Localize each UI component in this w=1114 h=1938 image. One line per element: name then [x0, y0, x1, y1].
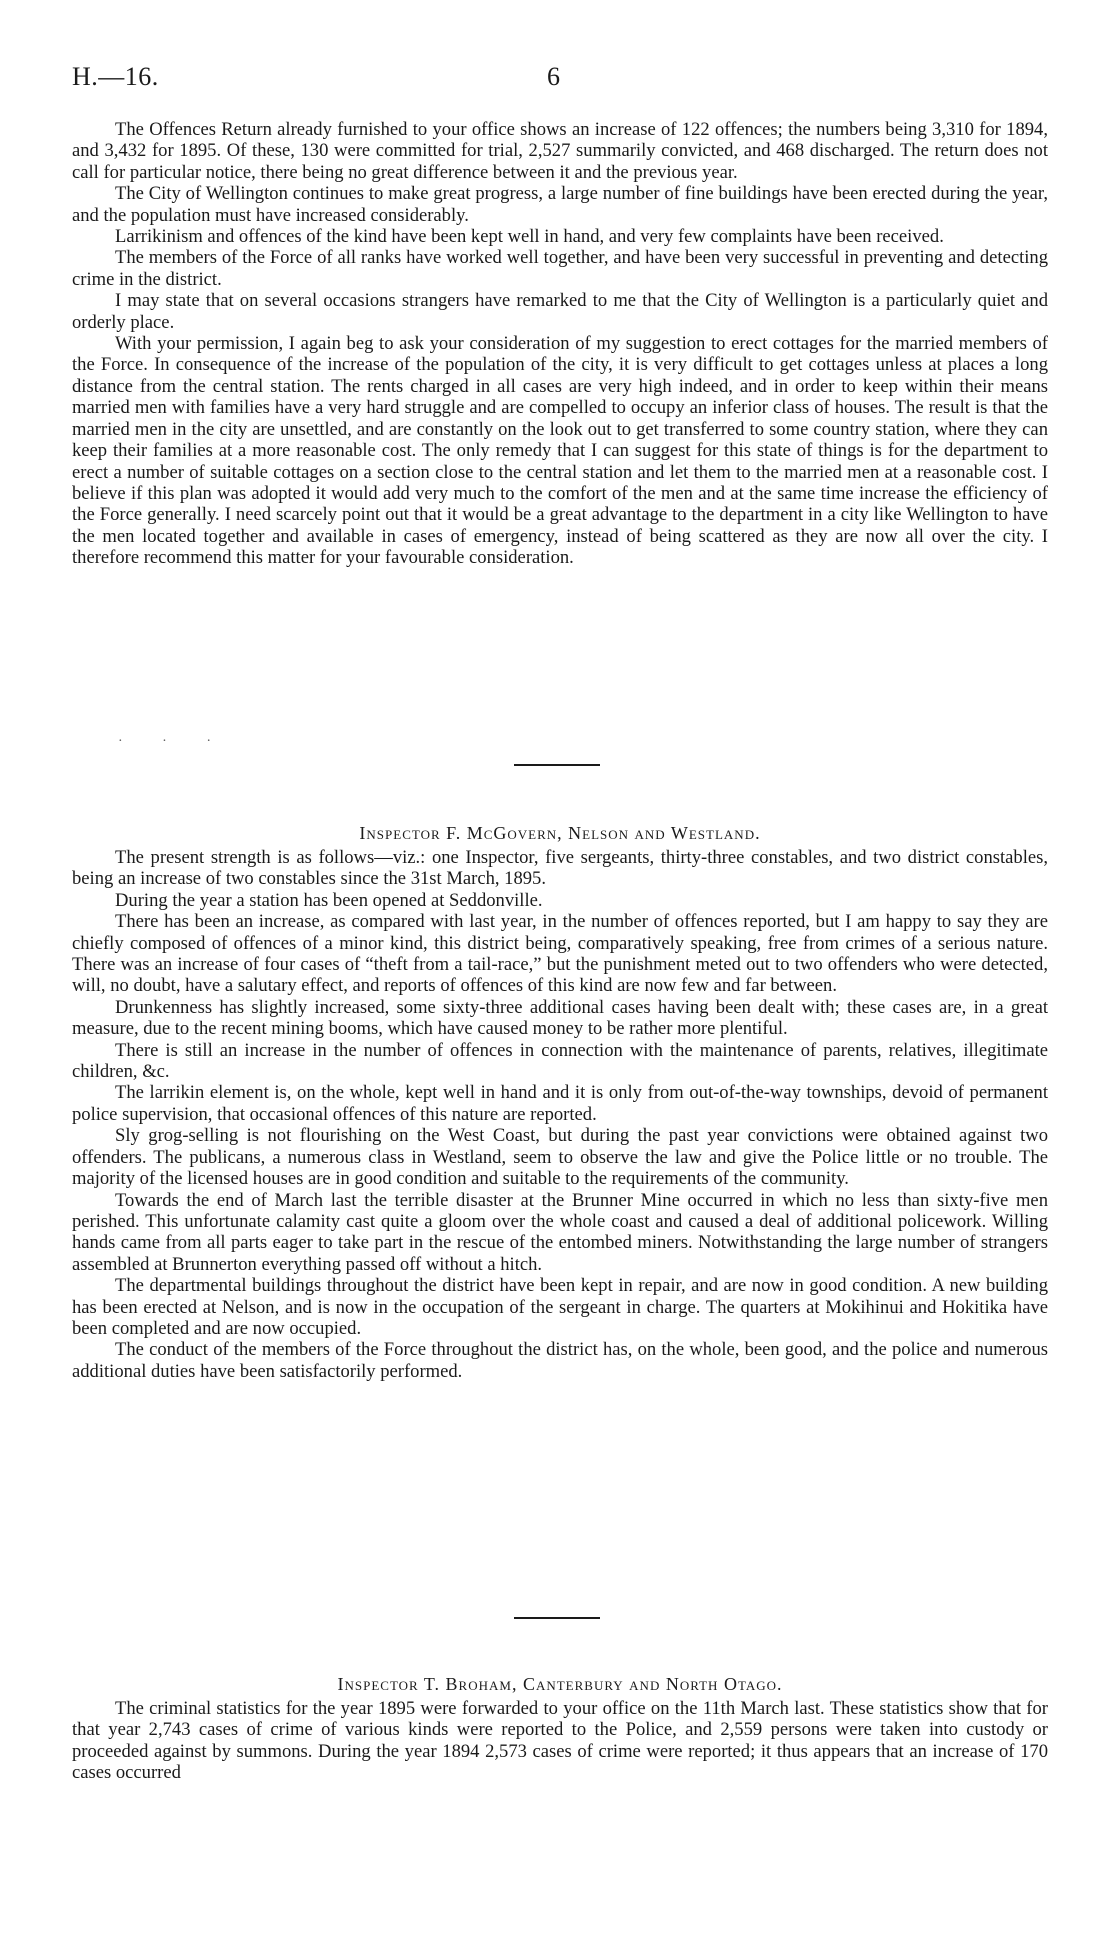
paragraph: The departmental buildings throughout the district have been kept in repair, and are now in good condition. A new building has been erected at Nelson, and is now in the occupation of the sergeant in charge. The quarters at Mokihinui and Hokitika have been completed and are now occupied.	[72, 1275, 1048, 1339]
wellington-report-section	[72, 119, 1048, 569]
section-heading: Inspector F. McGovern, Nelson and Westland.	[359, 823, 761, 843]
paragraph: The conduct of the members of the Force throughout the district has, on the whole, been good, and the police and numerous additional duties have been satisfactorily performed.	[72, 1339, 1048, 1382]
paragraph: Drunkenness has slightly increased, some sixty-three additional cases having been dealt with; these cases are, in a great measure, due to the recent mining booms, which have caused money to be rather more plentiful.	[72, 996, 1048, 1040]
section-divider	[514, 1617, 600, 1619]
paragraph: Sly grog-selling is not flourishing on the West Coast, but during the past year convictions were obtained against two offenders. The publicans, a numerous class in Westland, seem to observe the law and give the Police little or no trouble. The majority of the licensed houses are in good condition and suitable to the requirements of the community.	[72, 1125, 1048, 1190]
paragraph: The larrikin element is, on the whole, kept well in hand and it is only from out-of-the-way townships, devoid of permanent police supervision, that occasional offences of this nature are reported.	[72, 1082, 1048, 1125]
paragraph: During the year a station has been opened at Seddonville.	[115, 889, 543, 911]
paragraph: The criminal statistics for the year 1895 were forwarded to your office on the 11th March last. These statistics show that for that year 2,743 cases of crime of various kinds were reported to the Police, and 2,559 persons were taken into custody or proceeded against by summons. During the year 1894 2,573 cases of crime were reported; it thus appears that an increase of 170 cases occurred	[72, 1698, 1048, 1784]
page-number: 6	[547, 62, 560, 91]
printing-dots: · · ·	[118, 734, 229, 749]
paragraph: The City of Wellington continues to make great progress, a large number of fine buildings have been erected during the year, and the population must have increased considerably.	[72, 183, 1048, 226]
paragraph: Towards the end of March last the terrible disaster at the Brunner Mine occurred in which no less than sixty-five men perished. This unfortunate calamity cast quite a gloom over the whole coast and caused a deal of additional policework. Willing hands came from all parts eager to take part in the rescue of the entombed miners. Notwithstanding the large number of strangers assembled at Brunnerton everything passed off without a hitch.	[72, 1189, 1048, 1275]
document-reference: H.—16.	[72, 62, 159, 91]
paragraph: There has been an increase, as compared with last year, in the number of offences reported, but I am happy to say they are chiefly composed of offences of a minor kind, this district being, comparatively speaking, free from crimes of a serious nature. There was an increase of four cases of “theft from a tail-race,” but the punishment meted out to two offenders who were detected, will, no doubt, have a salutary effect, and reports of offences of this kind are now few and far between.	[72, 911, 1048, 997]
paragraph: I may state that on several occasions strangers have remarked to me that the City of Wellington is a particularly quiet and orderly place.	[72, 290, 1048, 333]
page-header	[72, 62, 1052, 92]
paragraph: Larrikinism and offences of the kind have been kept well in hand, and very few complaints have been received.	[115, 226, 944, 248]
section-divider	[514, 764, 600, 766]
paragraph: There is still an increase in the number of offences in connection with the maintenance of parents, relatives, illegitimate children, &c.	[72, 1039, 1048, 1083]
canterbury-north-otago-report-section	[72, 1674, 1048, 1784]
paragraph: The members of the Force of all ranks have worked well together, and have been very successful in preventing and detecting crime in the district.	[72, 247, 1048, 290]
paragraph: With your permission, I again beg to ask your consideration of my suggestion to erect cottages for the married members of the Force. In consequence of the increase of the population of the city, it is very difficult to get cottages unless at places a long distance from the central station. The rents charged in all cases are very high indeed, and in order to keep within their means married men with families have a very hard struggle and are compelled to occupy an inferior class of houses. The result is that the married men in the city are unsettled, and are constantly on the look out to get transferred to some country station, where they can keep their families at a more reasonable cost. The only remedy that I can suggest for this state of things is for the department to erect a number of suitable cottages on a section close to the central station and let them to the married men at a reasonable cost. I believe if this plan was adopted it would add very much to the comfort of the men and at the same time increase the efficiency of the Force generally. I need scarcely point out that it would be a great advantage to the department in a city like Wellington to have the men located together and available in cases of emergency, instead of being scattered as they are now all over the city. I therefore recommend this matter for your favourable consideration.	[72, 333, 1048, 569]
paragraph: The Offences Return already furnished to your office shows an increase of 122 offences; the numbers being 3,310 for 1894, and 3,432 for 1895. Of these, 130 were committed for trial, 2,527 summarily convicted, and 468 discharged. The return does not call for particular notice, there being no great difference between it and the previous year.	[72, 119, 1048, 183]
section-heading: Inspector T. Broham, Canterbury and North Otago.	[337, 1674, 783, 1694]
paragraph: The present strength is as follows—viz.: one Inspector, five sergeants, thirty-three constables, and two district constables, being an increase of two constables since the 31st March, 1895.	[72, 847, 1048, 890]
nelson-westland-report-section	[72, 823, 1048, 1382]
